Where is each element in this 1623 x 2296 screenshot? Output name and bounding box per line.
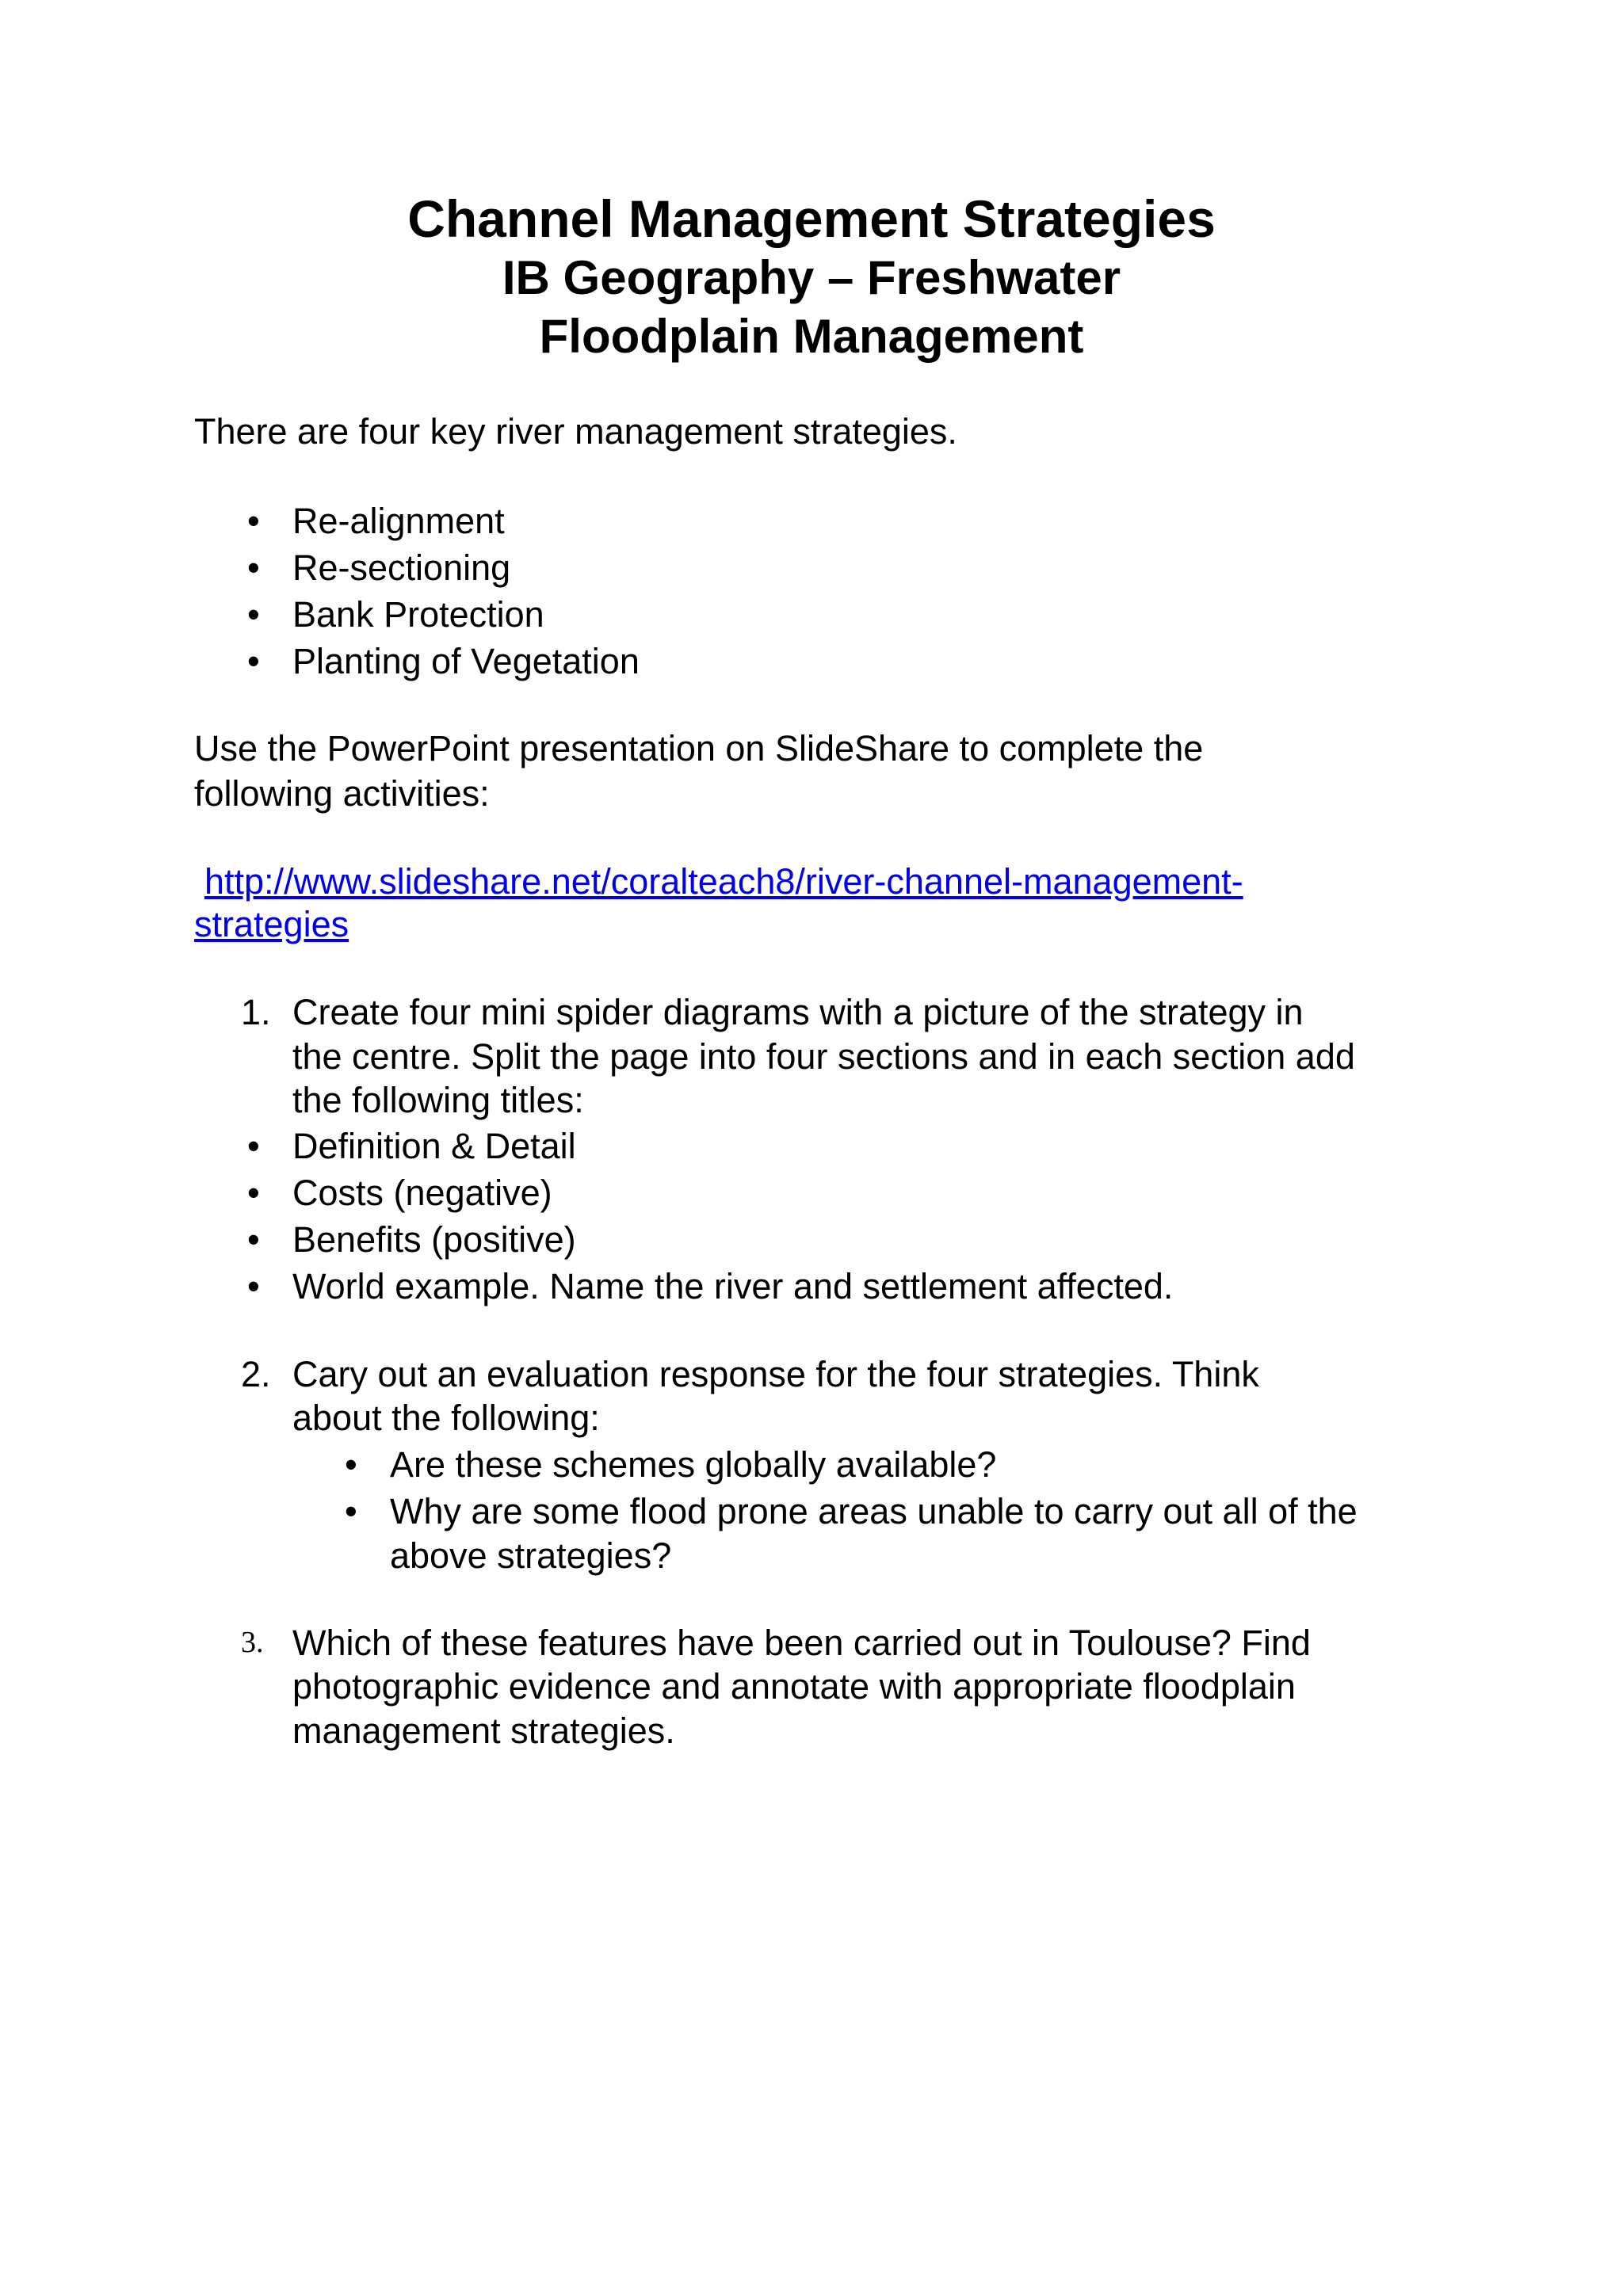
task-text: Create four mini spider diagrams with a picture of the strategy in — [292, 992, 1304, 1032]
list-item: Re-alignment — [292, 501, 505, 541]
bullet-icon: • — [247, 1173, 260, 1213]
page-subtitle: IB Geography – Freshwater — [502, 251, 1121, 304]
bullet-icon: • — [247, 1219, 260, 1260]
bullet-icon: • — [247, 501, 260, 541]
task-text: photographic evidence and annotate with appropriate floodplain — [292, 1666, 1296, 1707]
task-text: the centre. Split the page into four sections and in each section add — [292, 1036, 1355, 1077]
instruction-text: following activities: — [194, 773, 490, 814]
list-item-continued: above strategies? — [390, 1535, 672, 1576]
slideshare-link[interactable]: http://www.slideshare.net/coralteach8/river-channel-management- — [204, 861, 1243, 902]
list-item: Benefits (positive) — [292, 1219, 576, 1260]
task-text: Cary out an evaluation response for the four strategies. Think — [292, 1354, 1259, 1394]
page-subtitle-topic: Floodplain Management — [539, 310, 1084, 363]
task-number: 2. — [241, 1354, 271, 1394]
list-item: Bank Protection — [292, 594, 544, 635]
list-item: Costs (negative) — [292, 1173, 552, 1213]
task-text: the following titles: — [292, 1080, 584, 1120]
intro-text: There are four key river management strategies. — [194, 411, 957, 452]
slideshare-link-continued[interactable]: strategies — [194, 904, 349, 944]
list-item: Why are some flood prone areas unable to carry out all of the — [390, 1491, 1358, 1531]
task-number: 1. — [241, 992, 271, 1032]
task-number: 3. — [241, 1626, 264, 1659]
page-title: Channel Management Strategies — [407, 189, 1216, 248]
bullet-icon: • — [247, 1266, 260, 1306]
instruction-text: Use the PowerPoint presentation on SlideShare to complete the — [194, 728, 1204, 769]
list-item: World example. Name the river and settlement affected. — [292, 1266, 1174, 1306]
list-item: Re-sectioning — [292, 547, 511, 588]
task-text: about the following: — [292, 1398, 600, 1438]
list-item: Definition & Detail — [292, 1126, 576, 1166]
bullet-icon: • — [247, 641, 260, 681]
bullet-icon: • — [247, 547, 260, 588]
list-item: Planting of Vegetation — [292, 641, 640, 681]
bullet-icon: • — [345, 1444, 357, 1485]
task-text: Which of these features have been carried out in Toulouse? Find — [292, 1623, 1311, 1663]
task-text: management strategies. — [292, 1711, 675, 1751]
bullet-icon: • — [247, 1126, 260, 1166]
list-item: Are these schemes globally available? — [390, 1444, 997, 1485]
bullet-icon: • — [345, 1491, 357, 1531]
document-title — [0, 189, 1623, 366]
bullet-icon: • — [247, 594, 260, 635]
